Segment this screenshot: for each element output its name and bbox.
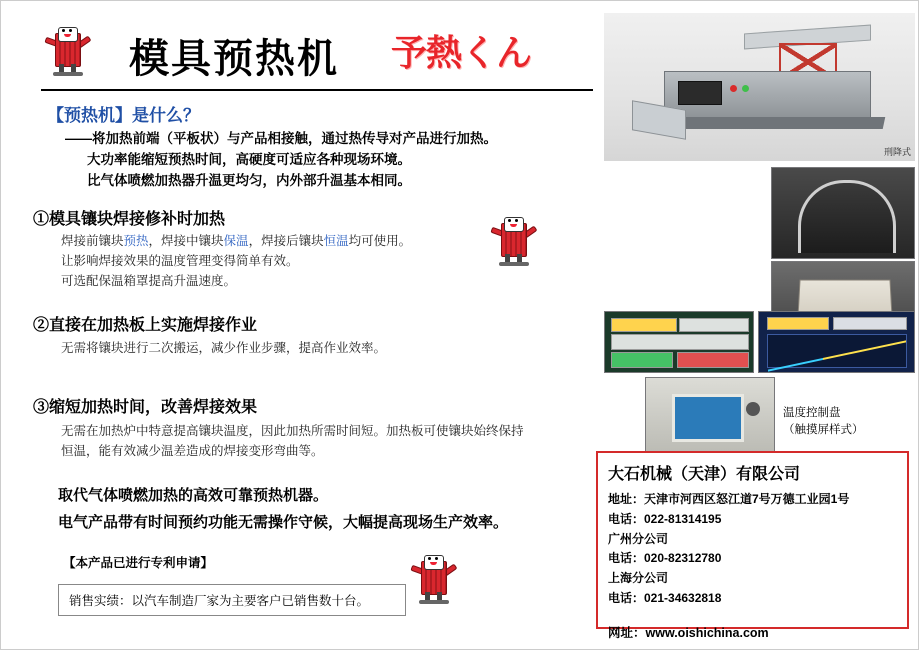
company-info-box	[596, 451, 909, 640]
s1-part-5: ，焊接后镶块	[248, 234, 324, 248]
sales-record-text: 销售实绩：以汽车制造厂家为主要客户已销售数十台。	[69, 594, 370, 608]
company-branch-guangzhou: 广州分公司	[608, 531, 669, 546]
company-address: 地址：天津市河西区怒江道7号万德工业园1号	[608, 492, 850, 506]
section-2-title: ②直接在加热板上实施焊接作业	[33, 317, 258, 334]
product-logo-text: 予熱くん	[391, 33, 532, 74]
controller-caption-line-1: 温度控制盘	[783, 407, 841, 419]
mascot2-eye-right	[515, 219, 518, 222]
s1-kw-preheat: 预热	[123, 234, 149, 248]
photo-main-caption: 刑降式	[883, 147, 911, 157]
hmi1-row-c	[611, 334, 749, 350]
company-website[interactable]: 网址：www.oishichina.com	[608, 625, 769, 640]
hmi1-row-d	[611, 352, 673, 368]
mascot-eye-left	[62, 29, 65, 32]
s1-part-1: 焊接前镶块	[61, 234, 124, 248]
section-3-title: ③缩短加热时间，改善焊接效果	[33, 399, 258, 416]
mascot-eye-right	[69, 29, 72, 32]
header-divider	[41, 89, 593, 91]
hmi2-row-a	[767, 317, 829, 330]
section-3-line-2: 恒温，能有效减少温差造成的焊接变形弯曲等。	[61, 444, 324, 458]
hmi1-row-b	[679, 318, 749, 332]
mascot-base	[53, 72, 83, 76]
photo-heating-chamber	[771, 167, 915, 259]
page-header	[41, 19, 596, 89]
company-branch-shanghai-phone: 电话：021-34632818	[608, 590, 722, 605]
hmi2-temperature-graph	[767, 334, 907, 368]
company-branch-shanghai: 上海分公司	[608, 571, 669, 586]
machine-indicator-green	[742, 85, 749, 92]
s1-kw-constant: 恒温	[323, 234, 349, 248]
section-1-line-2: 让影响焊接效果的温度管理变得简单有效。	[61, 254, 299, 268]
photo-hmi-screen-1	[604, 311, 754, 373]
mascot3-eye-right	[435, 557, 438, 560]
section-1-line-3: 可选配保温箱罩提高升温速度。	[61, 274, 237, 288]
closing-line-1: 取代气体喷燃加热的高效可靠预热机器。	[58, 487, 329, 504]
hmi2-row-b	[833, 317, 907, 330]
heater-mascot-icon-bottom	[413, 553, 457, 605]
heater-mascot-icon-secondary	[493, 215, 537, 267]
intro-heading: 【预热机】是什么？	[47, 106, 200, 125]
controller-caption-line-2: （触摸屏样式）	[783, 423, 864, 436]
controller-caption	[783, 405, 913, 438]
mascot2-eye-left	[508, 219, 511, 222]
hmi1-row-e	[677, 352, 749, 368]
company-branch-guangzhou-phone: 电话：020-82312780	[608, 551, 722, 566]
company-phone-main: 电话：022-81314195	[608, 511, 722, 526]
sales-record-box	[58, 584, 406, 616]
s1-part-7: 均可使用。	[348, 234, 412, 248]
mascot3-eye-left	[428, 557, 431, 560]
section-2-line-1: 无需将镶块进行二次搬运，减少作业步骤，提高作业效率。	[61, 341, 387, 355]
section-3-body	[61, 421, 581, 461]
photo-temperature-controller	[645, 377, 775, 459]
hmi1-row-a	[611, 318, 677, 332]
page-title: 模具预热机	[129, 37, 339, 81]
company-name: 大石机械（天津）有限公司	[608, 466, 801, 483]
section-1-title: ①模具镶块焊接修补时加热	[33, 211, 226, 228]
controller-knob	[746, 402, 760, 416]
s1-part-3: ，焊接中镶块	[148, 234, 224, 248]
chamber-arch-shape	[798, 180, 896, 253]
s1-kw-keepwarm: 保温	[223, 234, 249, 248]
mascot2-base	[499, 262, 529, 266]
intro-paragraph	[65, 129, 585, 192]
heater-mascot-icon	[47, 25, 91, 77]
machine-indicator-red	[730, 85, 737, 92]
closing-line-2: 电气产品带有时间预约功能无需操作守候，大幅提高现场生产效率。	[58, 514, 509, 531]
intro-line-1: ——将加热前端（平板状）与产品相接触，通过热传导对产品进行加热。	[65, 131, 497, 146]
section-2-body	[61, 338, 581, 358]
photo-main-machine	[604, 13, 915, 161]
hmi2-graph-line	[768, 340, 906, 371]
left-content-column	[1, 1, 601, 651]
mascot3-base	[419, 600, 449, 604]
intro-line-2: 大功率能缩短预热时间，高硬度可适应各种现场环境。	[87, 151, 411, 167]
intro-line-3: 比气体喷燃加热器升温更均匀，内外部升温基本相同。	[87, 172, 411, 188]
section-3-line-1: 无需在加热炉中特意提高镶块温度，因此加热所需时间短。加热板可使镶块始终保持	[61, 424, 524, 438]
controller-touch-screen	[672, 394, 744, 442]
machine-control-panel	[678, 81, 722, 105]
patent-note: 【本产品已进行专利申请】	[63, 556, 214, 570]
photo-hmi-screen-2	[758, 311, 915, 373]
